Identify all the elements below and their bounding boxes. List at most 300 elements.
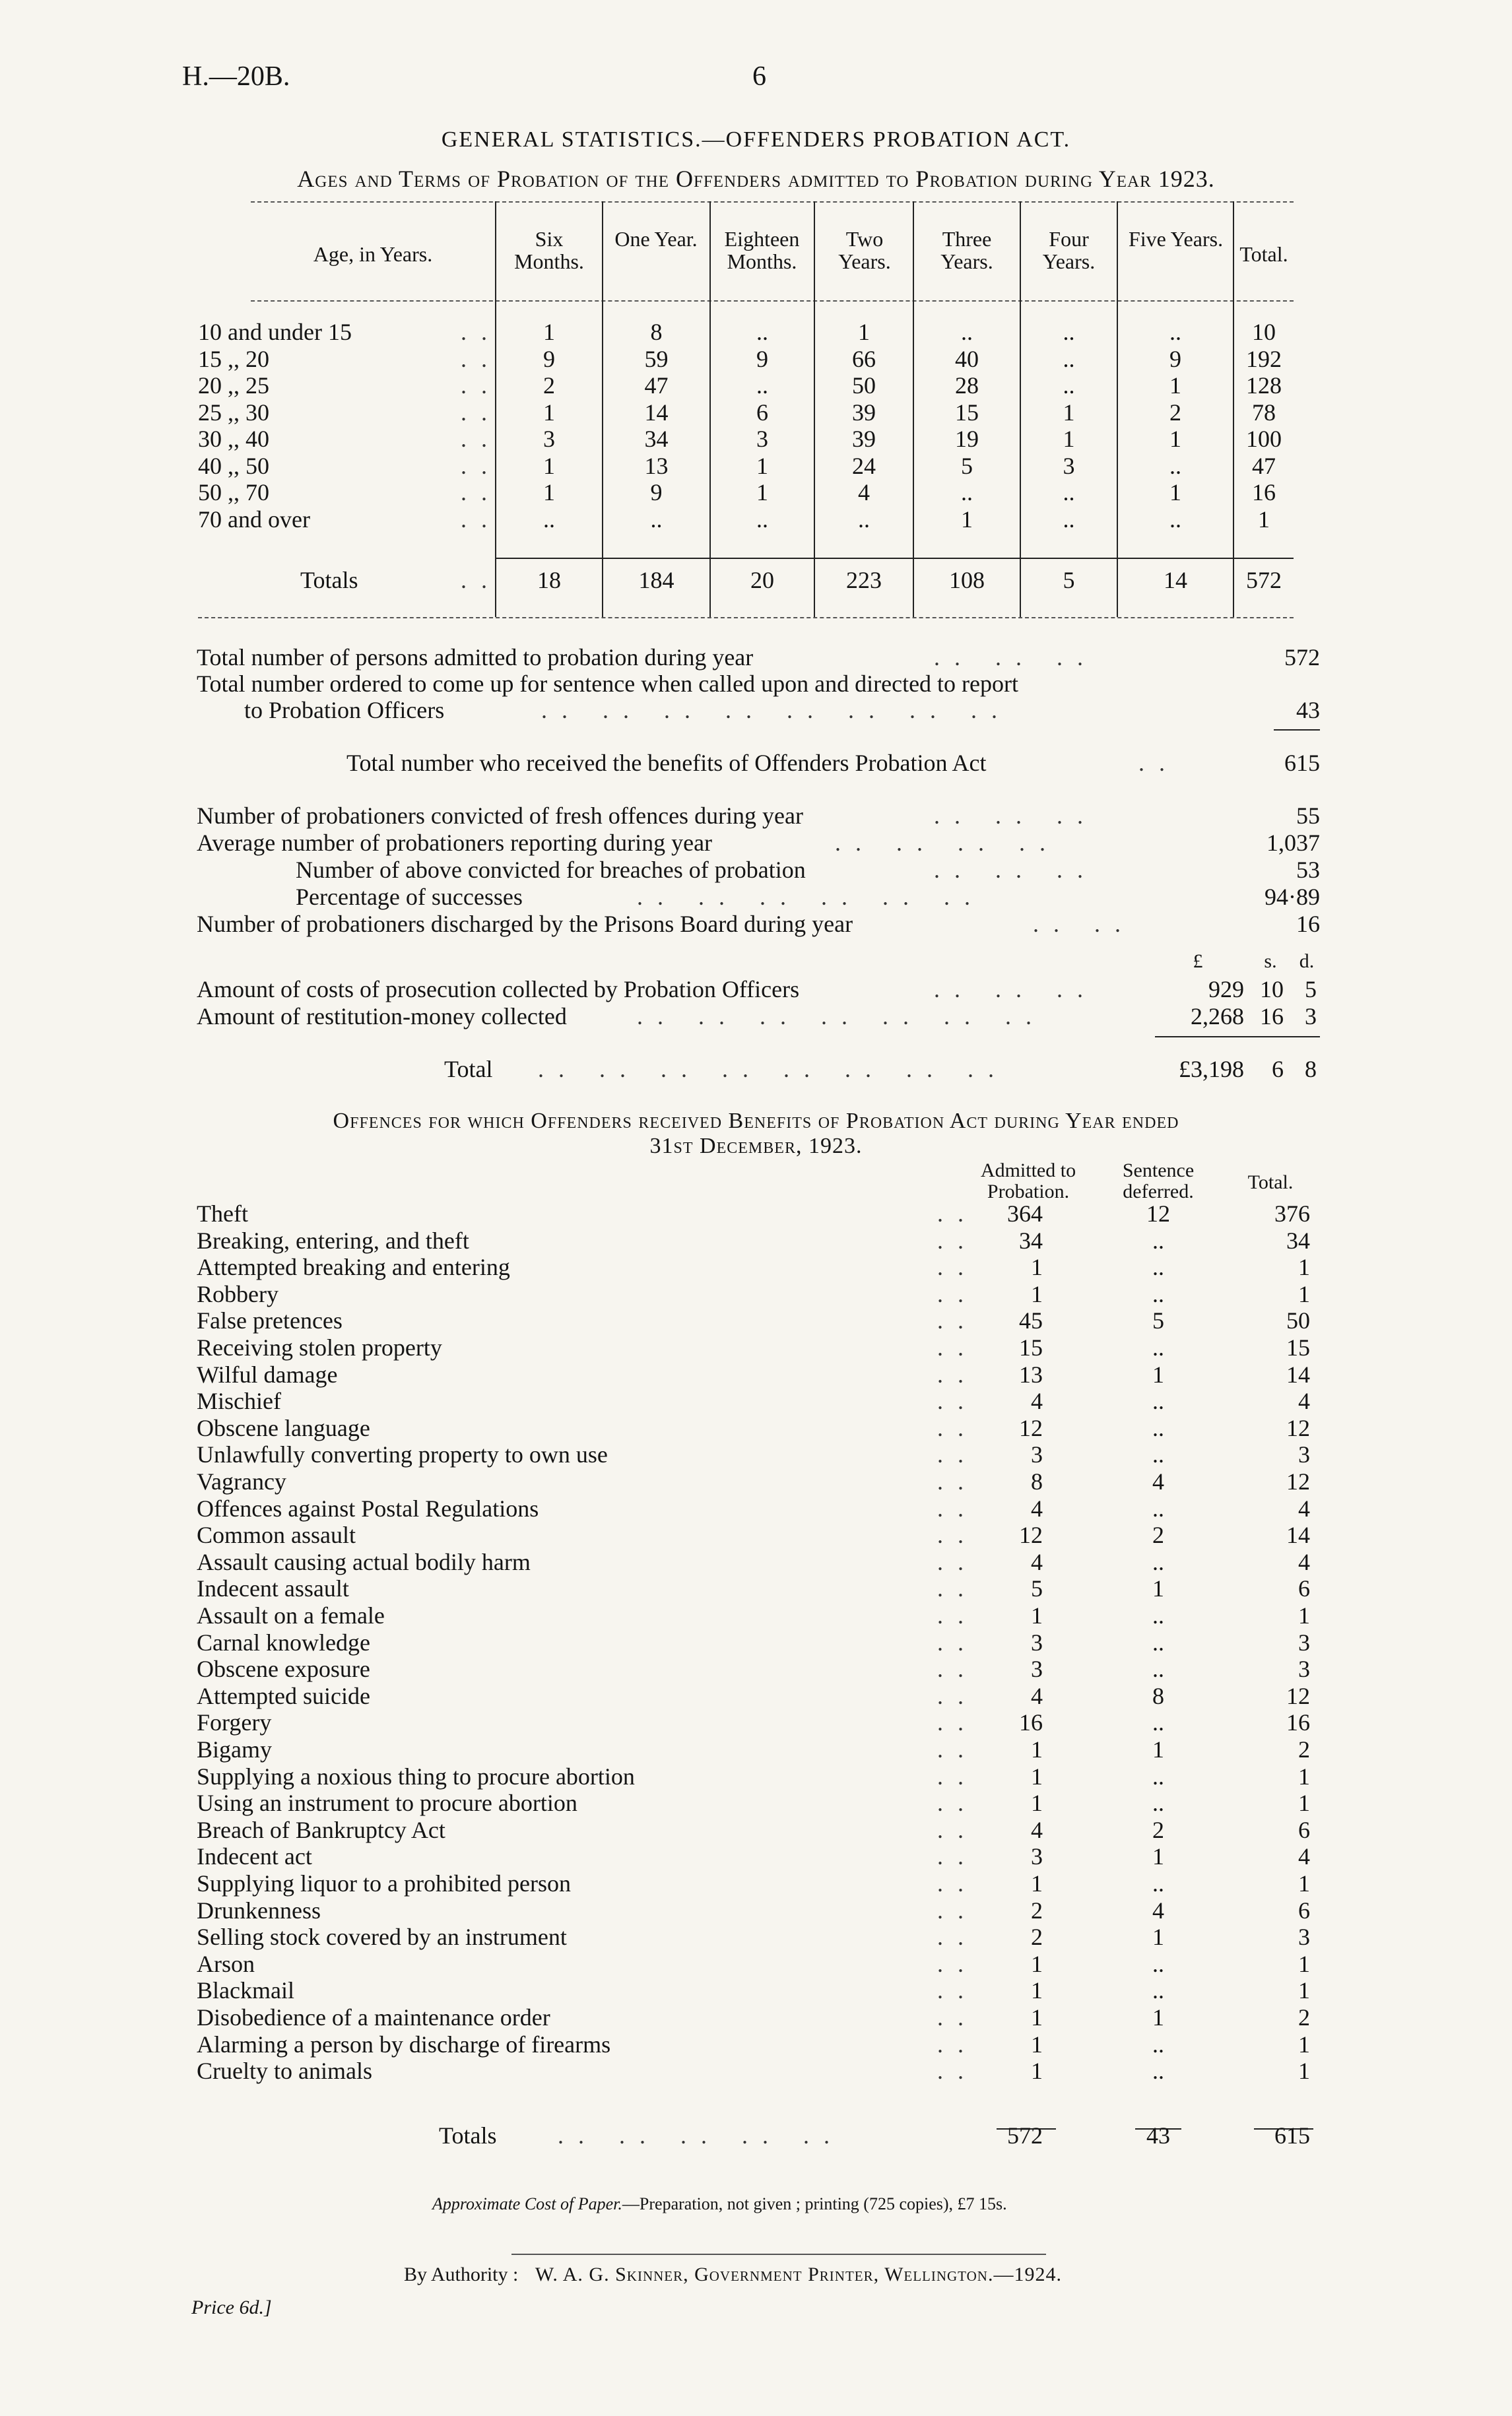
age-cell: .. <box>858 506 870 533</box>
header-four-years: Four Years. <box>1042 227 1096 273</box>
offence-deferred: .. <box>1152 1548 1164 1575</box>
dot-leader: .. <box>937 1816 978 1843</box>
dot-leader: .. <box>1138 750 1179 776</box>
offence-deferred: .. <box>1152 2031 1164 2058</box>
cost-text: —Preparation, not given ; printing (725 copies), £7 15s. <box>622 2194 1007 2213</box>
age-cell: .. <box>1063 345 1075 372</box>
dot-leader: .. <box>461 567 502 593</box>
offence-admitted: 1 <box>1031 1977 1043 2004</box>
dot-leader: .. .. .. .. .. .. .. .. <box>538 1056 1008 1082</box>
offence-deferred: .. <box>1152 1414 1164 1441</box>
dot-leader: .. <box>937 1414 978 1441</box>
average-value: 1,037 <box>1266 830 1320 856</box>
breaches-label: Number of above convicted for breaches of probation <box>296 857 806 883</box>
dot-leader: .. .. .. <box>934 644 1098 670</box>
offence-total: 2 <box>1298 1736 1310 1763</box>
offence-total: 1 <box>1298 1280 1310 1307</box>
offence-deferred: .. <box>1152 1629 1164 1656</box>
age-total-cell: 572 <box>1246 567 1282 593</box>
offence-admitted: 1 <box>1031 1602 1043 1629</box>
offence-name: Arson <box>197 1950 255 1977</box>
restitution-pounds: 2,268 <box>1191 1003 1244 1029</box>
age-cell: 5 <box>961 452 973 479</box>
offence-total-admitted: 572 <box>1007 2122 1043 2149</box>
restitution-shillings: 16 <box>1260 1003 1284 1029</box>
offence-admitted: 15 <box>1019 1334 1043 1361</box>
age-cell: 40 <box>955 345 979 372</box>
age-cell: 1 <box>1063 426 1075 452</box>
offence-total: 3 <box>1298 1629 1310 1656</box>
age-cell: .. <box>1169 506 1181 533</box>
dot-leader: .. <box>937 1495 978 1522</box>
offence-deferred: 1 <box>1152 1924 1164 1951</box>
pound-header: £ <box>1193 950 1203 972</box>
age-cell: 19 <box>955 426 979 452</box>
convicted-label: Number of probationers convicted of fresh offences during year <box>197 802 804 829</box>
offences-subtitle: 31st December, 1923. <box>649 1134 863 1158</box>
offence-total-total: 615 <box>1274 2122 1310 2149</box>
offence-deferred: .. <box>1152 2058 1164 2085</box>
age-row-label: 30 ,, 40 <box>198 426 269 452</box>
age-cell: 39 <box>852 426 876 452</box>
offence-deferred: .. <box>1152 1254 1164 1281</box>
dot-leader: .. <box>461 399 502 426</box>
offence-name: Assault on a female <box>197 1602 385 1629</box>
cost-label: Approximate Cost of Paper. <box>432 2194 622 2213</box>
offence-total: 1 <box>1298 1763 1310 1790</box>
dot-leader: .. <box>461 426 502 452</box>
dot-leader: .. <box>937 1361 978 1388</box>
offence-admitted: 12 <box>1019 1414 1043 1441</box>
offence-admitted: 1 <box>1031 2004 1043 2031</box>
offence-total: 1 <box>1298 1977 1310 2004</box>
offence-admitted: 3 <box>1031 1843 1043 1870</box>
age-cell: 2 <box>543 372 555 399</box>
page-subtitle: Ages and Terms of Probation of the Offenders admitted to Probation during Year 1923. <box>297 166 1215 192</box>
dot-leader: .. .. .. .. .. .. .. <box>637 1003 1046 1029</box>
offence-name: Breach of Bankruptcy Act <box>197 1816 445 1843</box>
age-cell: 1 <box>1169 426 1181 452</box>
cost-note <box>432 2194 1007 2214</box>
dot-leader: .. .. .. .. .. <box>558 2122 844 2149</box>
age-cell: 2 <box>1169 399 1181 426</box>
age-cell: 3 <box>1063 452 1075 479</box>
offence-deferred: .. <box>1152 1334 1164 1361</box>
offence-total: 3 <box>1298 1441 1310 1468</box>
offence-name: Disobedience of a maintenance order <box>197 2004 550 2031</box>
offence-admitted: 12 <box>1019 1522 1043 1549</box>
offence-name: Common assault <box>197 1522 356 1549</box>
offence-name: Wilful damage <box>197 1361 338 1388</box>
offence-deferred: 8 <box>1152 1682 1164 1709</box>
dot-leader: .. .. .. <box>934 976 1098 1002</box>
dot-leader: .. .. .. <box>934 802 1098 829</box>
offence-deferred: .. <box>1152 1763 1164 1790</box>
dot-leader: .. <box>937 1763 978 1790</box>
offence-name: Carnal knowledge <box>197 1629 370 1656</box>
dot-leader: .. .. .. <box>934 857 1098 883</box>
dot-leader: .. <box>937 2004 978 2031</box>
offence-total: 1 <box>1298 1870 1310 1897</box>
dot-leader: .. <box>937 1790 978 1817</box>
page-number: 6 <box>752 61 766 92</box>
offence-deferred: 1 <box>1152 1736 1164 1763</box>
offence-name: Obscene exposure <box>197 1656 370 1683</box>
header-one-year: One Year. <box>614 227 698 251</box>
header-age: Age, in Years. <box>313 242 433 266</box>
age-row-label: 20 ,, 25 <box>198 372 269 399</box>
age-total-cell: 5 <box>1063 567 1075 593</box>
age-cell: 1 <box>756 452 768 479</box>
header-eighteen-months: Eighteen Months. <box>724 227 800 273</box>
offence-deferred: .. <box>1152 1656 1164 1683</box>
admitted-value: 572 <box>1284 644 1320 670</box>
total-shillings: 6 <box>1272 1056 1284 1082</box>
offence-total: 1 <box>1298 1950 1310 1977</box>
convicted-value: 55 <box>1296 802 1320 829</box>
discharged-value: 16 <box>1296 911 1320 937</box>
total-pounds: £3,198 <box>1179 1056 1244 1082</box>
offence-total: 14 <box>1286 1361 1310 1388</box>
dot-leader: .. <box>937 1280 978 1307</box>
offence-name: Supplying liquor to a prohibited person <box>197 1870 571 1897</box>
age-cell: 3 <box>543 426 555 452</box>
offence-total: 6 <box>1298 1816 1310 1843</box>
age-row-label: 40 ,, 50 <box>198 452 269 479</box>
header-deferred: Sentence deferred. <box>1122 1159 1195 1202</box>
age-cell: 10 <box>1252 319 1276 345</box>
dot-leader: .. .. .. .. <box>835 830 1060 856</box>
shilling-header: s. <box>1264 950 1277 972</box>
age-cell: .. <box>1063 319 1075 345</box>
offence-deferred: 1 <box>1152 1361 1164 1388</box>
age-cell: 47 <box>1252 452 1276 479</box>
dot-leader: .. <box>937 1924 978 1951</box>
offence-name: Receiving stolen property <box>197 1334 442 1361</box>
benefit-value: 615 <box>1284 750 1320 776</box>
offence-deferred: 1 <box>1152 1843 1164 1870</box>
offence-name: Obscene language <box>197 1414 370 1441</box>
age-totals-label: Totals <box>300 567 358 593</box>
dot-leader: .. <box>937 1468 978 1495</box>
offence-total: 15 <box>1286 1334 1310 1361</box>
age-cell: .. <box>756 372 768 399</box>
age-cell: 8 <box>650 319 663 345</box>
dot-leader: .. <box>937 1843 978 1870</box>
age-cell: 3 <box>756 426 768 452</box>
offence-deferred: 4 <box>1152 1897 1164 1924</box>
age-cell: 1 <box>543 319 555 345</box>
age-row-label: 50 ,, 70 <box>198 479 269 506</box>
offence-admitted: 1 <box>1031 2031 1043 2058</box>
offence-name: Assault causing actual bodily harm <box>197 1548 531 1575</box>
age-cell: 1 <box>543 399 555 426</box>
age-total-cell: 20 <box>750 567 774 593</box>
offence-admitted: 4 <box>1031 1548 1043 1575</box>
age-cell: 1 <box>543 479 555 506</box>
header-two-years: Two Years. <box>838 227 891 273</box>
dot-leader: .. .. .. .. .. .. <box>637 884 985 910</box>
offence-name: Attempted breaking and entering <box>197 1254 510 1281</box>
age-total-cell: 108 <box>949 567 985 593</box>
offence-total: 50 <box>1286 1307 1310 1334</box>
offence-name: False pretences <box>197 1307 343 1334</box>
offence-deferred: .. <box>1152 1870 1164 1897</box>
offence-admitted: 3 <box>1031 1656 1043 1683</box>
offence-totals-label: Totals <box>439 2122 497 2149</box>
costs-shillings: 10 <box>1260 976 1284 1002</box>
authority-line <box>404 2264 1062 2286</box>
dot-leader: .. <box>937 1736 978 1763</box>
dot-leader: .. <box>937 2058 978 2085</box>
age-cell: 128 <box>1246 372 1282 399</box>
age-cell: 66 <box>852 345 876 372</box>
offence-total-deferred: 43 <box>1146 2122 1170 2149</box>
offence-total: 14 <box>1286 1522 1310 1549</box>
offence-admitted: 1 <box>1031 1790 1043 1817</box>
offence-name: Alarming a person by discharge of firearms <box>197 2031 611 2058</box>
offences-title: Offences for which Offenders received Benefits of Probation Act during Year ended <box>333 1109 1179 1133</box>
offence-admitted: 3 <box>1031 1629 1043 1656</box>
age-cell: 192 <box>1246 345 1282 372</box>
offence-deferred: .. <box>1152 1790 1164 1817</box>
offence-total: 1 <box>1298 2058 1310 2085</box>
dot-leader: .. <box>461 506 502 533</box>
offence-deferred: 1 <box>1152 1575 1164 1602</box>
offence-admitted: 2 <box>1031 1897 1043 1924</box>
age-cell: 9 <box>756 345 768 372</box>
dot-leader: .. <box>937 1227 978 1254</box>
offence-name: Blackmail <box>197 1977 294 2004</box>
dot-leader: .. <box>937 1897 978 1924</box>
age-cell: .. <box>1063 372 1075 399</box>
restitution-pence: 3 <box>1305 1003 1317 1029</box>
dot-leader: .. <box>937 1254 978 1281</box>
age-cell: 47 <box>644 372 669 399</box>
offence-admitted: 1 <box>1031 1950 1043 1977</box>
price: Price 6d.] <box>191 2297 272 2318</box>
dot-leader: .. <box>937 1629 978 1656</box>
age-cell: .. <box>961 319 973 345</box>
offence-name: Indecent assault <box>197 1575 349 1602</box>
offence-admitted: 1 <box>1031 1763 1043 1790</box>
age-cell: 9 <box>543 345 555 372</box>
offence-total: 6 <box>1298 1575 1310 1602</box>
age-cell: 9 <box>650 479 663 506</box>
offence-admitted: 1 <box>1031 1736 1043 1763</box>
offence-admitted: 4 <box>1031 1816 1043 1843</box>
age-cell: 1 <box>961 506 973 533</box>
offence-admitted: 1 <box>1031 1870 1043 1897</box>
age-total-cell: 18 <box>537 567 561 593</box>
offence-name: Indecent act <box>197 1843 312 1870</box>
dot-leader: .. .. .. .. .. .. .. .. <box>541 697 1012 723</box>
offence-name: Using an instrument to procure abortion <box>197 1790 577 1817</box>
offence-deferred: 5 <box>1152 1307 1164 1334</box>
age-cell: 1 <box>858 319 870 345</box>
age-cell: 100 <box>1246 426 1282 452</box>
age-cell: .. <box>756 319 768 345</box>
offence-total: 376 <box>1274 1200 1310 1227</box>
age-cell: 78 <box>1252 399 1276 426</box>
age-cell: 13 <box>644 452 669 479</box>
offence-deferred: .. <box>1152 1227 1164 1254</box>
offence-admitted: 3 <box>1031 1441 1043 1468</box>
age-cell: 34 <box>644 426 669 452</box>
breaches-value: 53 <box>1296 857 1320 883</box>
average-label: Average number of probationers reporting during year <box>197 830 713 856</box>
dot-leader: .. <box>937 2031 978 2058</box>
dot-leader: .. <box>937 1441 978 1468</box>
offence-name: Unlawfully converting property to own use <box>197 1441 608 1468</box>
offence-deferred: .. <box>1152 1388 1164 1415</box>
age-cell: .. <box>543 506 555 533</box>
authority-label: By Authority : <box>404 2264 519 2285</box>
offence-total: 4 <box>1298 1843 1310 1870</box>
offence-total: 1 <box>1298 1602 1310 1629</box>
offence-name: Forgery <box>197 1709 272 1736</box>
offence-total: 1 <box>1298 2031 1310 2058</box>
offence-deferred: .. <box>1152 1709 1164 1736</box>
offence-admitted: 4 <box>1031 1495 1043 1522</box>
offence-total: 1 <box>1298 1790 1310 1817</box>
age-cell: 1 <box>543 452 555 479</box>
restitution-label: Amount of restitution-money collected <box>197 1003 567 1029</box>
offence-admitted: 2 <box>1031 1924 1043 1951</box>
offence-name: Drunkenness <box>197 1897 321 1924</box>
percentage-value: 94·89 <box>1265 884 1320 910</box>
offence-total: 6 <box>1298 1897 1310 1924</box>
dot-leader: .. <box>937 1307 978 1334</box>
offence-name: Attempted suicide <box>197 1682 370 1709</box>
offence-total: 12 <box>1286 1414 1310 1441</box>
age-cell: .. <box>961 479 973 506</box>
header-total: Total. <box>1239 242 1288 266</box>
offence-total: 4 <box>1298 1388 1310 1415</box>
offence-total: 34 <box>1286 1227 1310 1254</box>
age-row-label: 25 ,, 30 <box>198 399 269 426</box>
offence-total: 16 <box>1286 1709 1310 1736</box>
offence-deferred: .. <box>1152 1280 1164 1307</box>
offence-name: Selling stock covered by an instrument <box>197 1924 567 1951</box>
total-pence: 8 <box>1305 1056 1317 1082</box>
dot-leader: .. <box>937 1200 978 1227</box>
offence-total: 4 <box>1298 1548 1310 1575</box>
dot-leader: .. <box>937 1548 978 1575</box>
offence-name: Vagrancy <box>197 1468 286 1495</box>
age-cell: 1 <box>1063 399 1075 426</box>
offence-admitted: 45 <box>1019 1307 1043 1334</box>
offence-deferred: 1 <box>1152 2004 1164 2031</box>
age-cell: 9 <box>1169 345 1181 372</box>
offence-deferred: .. <box>1152 1950 1164 1977</box>
age-cell: 16 <box>1252 479 1276 506</box>
offence-name: Theft <box>197 1200 248 1227</box>
offence-total: 4 <box>1298 1495 1310 1522</box>
offence-name: Bigamy <box>197 1736 272 1763</box>
offence-deferred: 2 <box>1152 1816 1164 1843</box>
page-title: GENERAL STATISTICS.—OFFENDERS PROBATION ACT. <box>441 127 1071 152</box>
percentage-label: Percentage of successes <box>296 884 523 910</box>
offence-name: Offences against Postal Regulations <box>197 1495 539 1522</box>
ordered-value: 43 <box>1296 697 1320 723</box>
offence-admitted: 1 <box>1031 1254 1043 1281</box>
header-offence-total: Total. <box>1247 1171 1294 1193</box>
dot-leader: .. <box>937 1950 978 1977</box>
ordered-label-2: to Probation Officers <box>244 697 445 723</box>
dot-leader: .. <box>937 1977 978 2004</box>
age-cell: 59 <box>644 345 669 372</box>
offence-admitted: 1 <box>1031 1280 1043 1307</box>
age-cell: 6 <box>756 399 768 426</box>
age-cell: 50 <box>852 372 876 399</box>
header-six-months: Six Months. <box>514 227 584 273</box>
age-total-cell: 184 <box>638 567 674 593</box>
age-cell: .. <box>1063 506 1075 533</box>
dot-leader: .. <box>937 1709 978 1736</box>
age-cell: .. <box>756 506 768 533</box>
offence-admitted: 1 <box>1031 2058 1043 2085</box>
offence-name: Supplying a noxious thing to procure abortion <box>197 1763 635 1790</box>
dot-leader: .. <box>461 372 502 399</box>
age-total-cell: 223 <box>846 567 882 593</box>
offence-deferred: 12 <box>1146 1200 1170 1227</box>
authority-text: W. A. G. Skinner, Government Printer, Wellington.—1924. <box>535 2264 1062 2285</box>
costs-pence: 5 <box>1305 976 1317 1002</box>
admitted-label: Total number of persons admitted to probation during year <box>197 644 754 670</box>
ordered-label-1: Total number ordered to come up for sentence when called upon and directed to report <box>197 670 1019 697</box>
age-cell: .. <box>650 506 663 533</box>
offence-total: 3 <box>1298 1924 1310 1951</box>
offence-admitted: 4 <box>1031 1388 1043 1415</box>
dot-leader: .. <box>937 1682 978 1709</box>
age-cell: .. <box>1063 479 1075 506</box>
age-cell: 1 <box>1169 372 1181 399</box>
dot-leader: .. <box>937 1388 978 1415</box>
age-cell: 14 <box>644 399 669 426</box>
age-cell: 24 <box>852 452 876 479</box>
dot-leader: .. <box>461 345 502 372</box>
offence-admitted: 13 <box>1019 1361 1043 1388</box>
age-cell: 4 <box>858 479 870 506</box>
age-cell: 1 <box>1169 479 1181 506</box>
dot-leader: .. <box>461 479 502 506</box>
age-cell: 1 <box>756 479 768 506</box>
page-code: H.—20B. <box>182 61 290 92</box>
dot-leader: .. <box>461 319 502 345</box>
offence-admitted: 8 <box>1031 1468 1043 1495</box>
offence-name: Robbery <box>197 1280 279 1307</box>
offence-total: 12 <box>1286 1468 1310 1495</box>
dot-leader: .. <box>937 1334 978 1361</box>
age-total-cell: 14 <box>1164 567 1187 593</box>
offence-total: 12 <box>1286 1682 1310 1709</box>
offence-deferred: 2 <box>1152 1522 1164 1549</box>
offence-admitted: 34 <box>1019 1227 1043 1254</box>
discharged-label: Number of probationers discharged by the Prisons Board during year <box>197 911 853 937</box>
pence-header: d. <box>1299 950 1315 972</box>
header-three-years: Three Years. <box>940 227 993 273</box>
age-cell: 15 <box>955 399 979 426</box>
offence-admitted: 5 <box>1031 1575 1043 1602</box>
age-cell: .. <box>1169 452 1181 479</box>
age-cell: 1 <box>1258 506 1270 533</box>
costs-pounds: 929 <box>1208 976 1244 1002</box>
offence-total: 1 <box>1298 1254 1310 1281</box>
dot-leader: .. .. <box>1033 911 1135 937</box>
offence-deferred: .. <box>1152 1495 1164 1522</box>
offence-admitted: 364 <box>1007 1200 1043 1227</box>
